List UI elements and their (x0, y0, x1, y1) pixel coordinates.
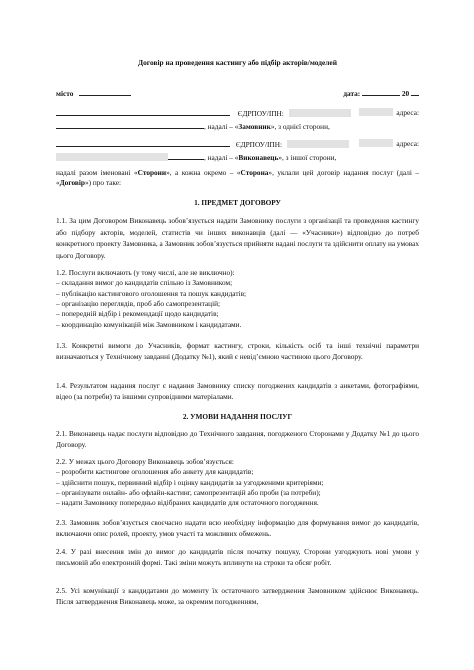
list-item: – здійснити пошук, первинний відбір і оцінку кандидатів за узгодженими критеріями; (56, 477, 324, 487)
list-item: – надати Замовнику попередньо відібраних кандидатів для остаточного погодження. (56, 498, 319, 508)
clause-1-2-intro: 1.2. Послуги включають (у тому числі, але не виключно): (56, 268, 235, 277)
customer-address-blank[interactable] (56, 121, 204, 129)
contractor-address-field[interactable] (56, 153, 168, 161)
list-item: – організувати онлайн- або офлайн-кастинг, самопрезентацій або проби (за потреби); (56, 488, 321, 498)
clause-1-2 (56, 268, 419, 330)
list-item: – координацію комунікацій між Замовником і кандидатами. (56, 319, 242, 329)
date-blank[interactable] (362, 88, 400, 96)
date-group (343, 88, 419, 99)
clause-2-2-intro: 2.2. У межах цього Договору Виконавець зобов’язується: (56, 457, 234, 466)
contractor-edrpou-field[interactable] (287, 140, 349, 148)
customer-suffix-pre: , надалі – « (204, 122, 239, 131)
customer-name-blank[interactable] (56, 108, 230, 116)
contractor-edrpou-field-2[interactable] (359, 139, 393, 147)
list-item: – складання вимог до кандидатів спільно із Замовником; (56, 278, 233, 288)
list-item: – організацію переглядів, проб або самопрезентацій; (56, 299, 221, 309)
list-item: – попередній відбір і рекомендації щодо кандидатів; (56, 309, 219, 319)
customer-line-2 (56, 121, 419, 132)
customer-edrpou-field[interactable] (289, 109, 351, 117)
intro-paragraph: надалі разом іменовані «Сторони», а кожна окремо – «Сторона», уклали цей договір надання послуг (далі – «Договір») про таке: (56, 168, 420, 188)
section-2-heading: 2. УМОВИ НАДАННЯ ПОСЛУГ (182, 412, 293, 421)
list-item: – розробити кастингове оголошення або анкету для кандидатів; (56, 467, 254, 477)
customer-edrpou-label: ЄДРПОУ/ІПН: (237, 109, 284, 118)
clause-2-1: 2.1. Виконавець надає послуги відповідно до Технічного завдання, погодженого Сторонами у Додатку №1 до цього Договору. (56, 429, 419, 449)
customer-suffix-post: », з однієї сторони, (270, 122, 330, 131)
contractor-suffix-pre: , надалі – « (204, 153, 239, 162)
contractor-role: Виконавець (238, 153, 279, 162)
city-label: місто (56, 89, 74, 98)
customer-role: Замовник (238, 122, 271, 131)
clause-2-4: 2.4. У разі внесення змін до вимог до кандидатів після початку пошуку, Сторони узгоджують нові умови у письмовій або електронній формі. Такі зміни можуть вплинути на строки та обсяг робіт. (56, 547, 419, 567)
clause-2-3: 2.3. Замовник зобов’язується своєчасно надати всю необхідну інформацію для формування вимог до кандидатів, включаючи опис ролей, проекту, умов участі та можливих обмежень. (56, 518, 419, 538)
clause-1-3: 1.3. Конкретні вимоги до Учасників, формат кастингу, строки, кількість осіб та інші технічні параметри визначаються у Технічному завданні (Додатку №1), який є невід’ємною частиною цього Договору. (56, 341, 419, 361)
section-1-heading: 1. ПРЕДМЕТ ДОГОВОРУ (194, 198, 281, 207)
year-prefix: 20 (401, 89, 410, 98)
list-item: – публікацію кастингового оголошення та пошук кандидатів; (56, 288, 247, 298)
city-date-line (56, 88, 419, 99)
clause-2-2 (56, 457, 419, 509)
date-label: дата: (343, 89, 361, 98)
contractor-edrpou-label: ЄДРПОУ/ІПН: (235, 140, 282, 149)
contractor-address-blank[interactable] (168, 152, 204, 160)
clause-2-2-list (56, 467, 419, 508)
year-blank[interactable] (411, 88, 419, 96)
contractor-line-2 (56, 152, 419, 163)
customer-line-1 (56, 108, 419, 119)
customer-address-label: адреса: (396, 108, 419, 117)
clause-2-5: 2.5. Усі комунікації з кандидатами до моменту їх остаточного затвердження Замовником здійснює Виконавець. Після затвердження Виконавець може, за окремим погодженням, (56, 586, 419, 606)
clause-1-2-list (56, 278, 419, 330)
clause-1-4: 1.4. Результатом надання послуг є надання Замовнику списку погоджених кандидатів з анкетами, фотографіями, відео (за потреби) та іншими супровідними матеріалами. (56, 381, 419, 401)
contractor-line-1 (56, 139, 419, 150)
document-title: Договір на проведення кастингу або підбір акторів/моделей (138, 58, 337, 67)
contractor-suffix-post: », з іншої сторони, (278, 153, 337, 162)
contractor-address-label: адреса: (396, 139, 419, 148)
customer-edrpou-field-2[interactable] (359, 108, 393, 116)
contractor-name-blank[interactable] (56, 139, 230, 147)
clause-1-1: 1.1. За цим Договором Виконавець зобов’язується надати Замовнику послуги з організації та проведення кастингу або підбору акторів, моделей, статистів чи інших виконавців (далі — «Учасники») відповідно до потреб конкретного проекту Замовника, а Замовник зобов’язується прийняти надані послуги та здійснити оплату на умовах цього Договору. (56, 216, 419, 261)
city-blank[interactable] (79, 88, 131, 96)
